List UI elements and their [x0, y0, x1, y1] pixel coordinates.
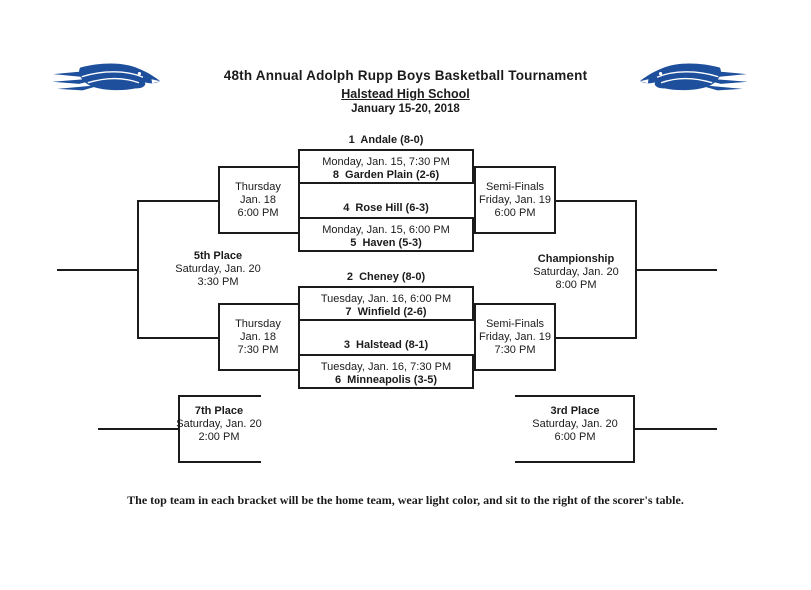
game-4-time: Tuesday, Jan. 16, 7:30 PM	[320, 361, 452, 373]
game-1-top-team: 1 Andale (8-0)	[348, 134, 424, 146]
footer-note: The top team in each bracket will be the home team, wear light color, and sit to the right of the scorer's table.	[127, 493, 684, 507]
third-place-label: 3rd Place Saturday, Jan. 20 6:00 PM	[532, 405, 618, 443]
game-1-time: Monday, Jan. 15, 7:30 PM	[322, 156, 450, 168]
bracket-line	[515, 395, 635, 397]
game-2-bottom-team: 5 Haven (5-3)	[350, 237, 422, 249]
bracket-line	[137, 200, 139, 339]
game-1-bottom-team: 8 Garden Plain (2-6)	[332, 169, 440, 181]
game-3-top-team: 2 Cheney (8-0)	[346, 271, 426, 283]
page-title: 48th Annual Adolph Rupp Boys Basketball Tournament	[223, 68, 588, 83]
game-2-top-team: 4 Rose Hill (6-3)	[343, 202, 429, 214]
bracket-line	[178, 461, 261, 463]
bracket-line	[57, 269, 137, 271]
bracket-line	[515, 461, 635, 463]
bracket-line	[178, 395, 261, 397]
game-4-bottom-team: 6 Minneapolis (3-5)	[334, 374, 438, 386]
semifinal-2-label: Semi-Finals Friday, Jan. 19 7:30 PM	[479, 318, 551, 356]
game-3-bottom-team: 7 Winfield (2-6)	[345, 306, 427, 318]
game-2-time: Monday, Jan. 15, 6:00 PM	[322, 224, 450, 236]
tournament-dates: January 15-20, 2018	[351, 103, 460, 115]
consolation-semi-1-label: Thursday Jan. 18 6:00 PM	[235, 181, 281, 219]
game-4-top-team: 3 Halstead (8-1)	[343, 339, 429, 351]
semifinal-1-label: Semi-Finals Friday, Jan. 19 6:00 PM	[479, 181, 551, 219]
consolation-semi-2-label: Thursday Jan. 18 7:30 PM	[235, 318, 281, 356]
championship-label: Championship Saturday, Jan. 20 8:00 PM	[533, 253, 619, 291]
seventh-place-label: 7th Place Saturday, Jan. 20 2:00 PM	[176, 405, 262, 443]
game-3-time: Tuesday, Jan. 16, 6:00 PM	[320, 293, 452, 305]
school-name: Halstead High School	[341, 87, 470, 101]
fifth-place-label: 5th Place Saturday, Jan. 20 3:30 PM	[175, 250, 261, 288]
